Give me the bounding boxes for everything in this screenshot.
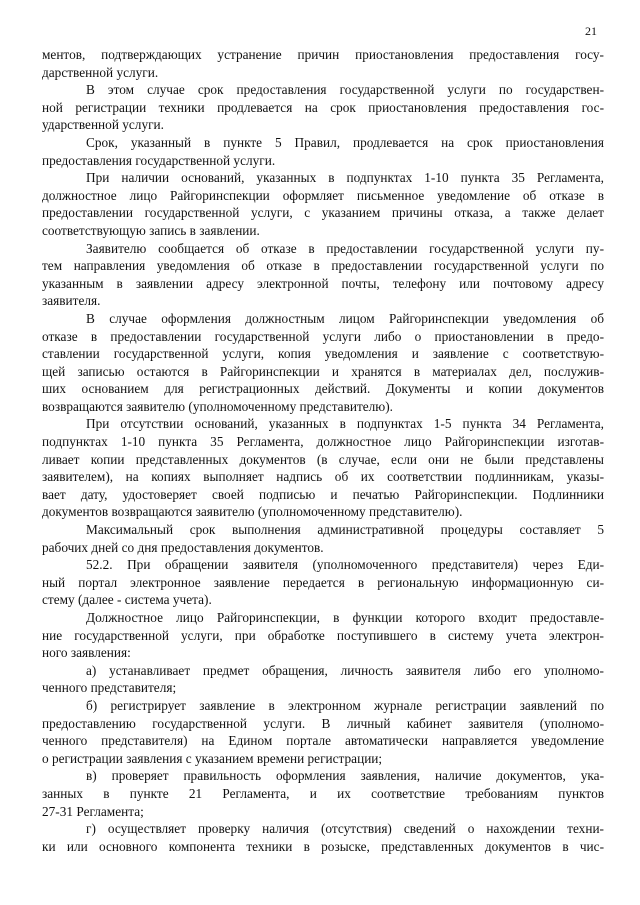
text-line: заявителем), на копиях выполняет надпись об их соответствии подлинникам, указы- (42, 469, 604, 485)
text-line: подпунктах 1-10 пункта 35 Регламента, должностное лицо Райгоринспекции изготав- (42, 434, 604, 450)
text-line: занных в пункте 21 Регламента, и их соответствие требованиям пунктов (42, 785, 604, 801)
text-line: щей записью остаются в Райгоринспекции и хранятся в материалах дел, послужив- (42, 363, 604, 379)
text-line: Максимальный срок выполнения административной процедуры составляет 5 (86, 522, 604, 538)
text-line: г) осуществляет проверку наличия (отсутствия) сведений о нахождении техни- (86, 821, 604, 837)
text-line: отказе в предоставлении государственной услуги либо о приостановлении в предо- (42, 328, 604, 344)
text-line: ченного представителя; (42, 680, 177, 696)
text-line: ливает копии представленных документов (в случае, если они не были представлены (42, 451, 604, 467)
text-line: ной регистрации техники продлевается на срок приостановления предоставления гос- (42, 99, 604, 115)
document-body (42, 46, 604, 855)
text-line: ших основанием для регистрационных действий. Документы и копии документов (42, 381, 604, 397)
text-line: Срок, указанный в пункте 5 Правил, продлевается на срок приостановления (86, 134, 604, 150)
text-line: В случае оформления должностным лицом Райгоринспекции уведомления об (86, 310, 604, 326)
text-line: указанным в заявлении адресу электронной почты, телефону или почтовому адресу (42, 275, 604, 291)
text-line: а) устанавливает предмет обращения, личность заявителя либо его уполномо- (86, 662, 604, 678)
text-line: ченного представителя) на Едином портале автоматически направляется уведомление (42, 733, 604, 749)
page-number: 21 (585, 24, 597, 38)
text-line: ного заявления: (42, 645, 131, 661)
text-line: рабочих дней со дня предоставления документов. (42, 539, 324, 555)
text-line: ный портал электронное заявление передается в региональную информационную си- (42, 574, 604, 590)
text-line: стему (далее - система учета). (42, 592, 212, 608)
text-line: ментов, подтверждающих устранение причин приостановления предоставления госу- (42, 47, 604, 62)
text-line: 27-31 Регламента; (42, 803, 144, 819)
text-line: Должностное лицо Райгоринспекции, в функции которого входит предоставле- (86, 610, 604, 625)
text-line: документов возвращаются заявителю (уполномоченному представителю). (42, 504, 463, 520)
text-line: При отсутствии оснований, указанных в подпунктах 1-5 пункта 34 Регламента, (86, 416, 604, 432)
text-line: Заявителю сообщается об отказе в предоставлении государственной услуги пу- (86, 240, 604, 256)
text-line: о регистрации заявления с указанием времени регистрации; (42, 750, 383, 766)
text-line: При наличии оснований, указанных в подпунктах 1-10 пункта 35 Регламента, (86, 170, 604, 186)
text-line: вает дату, удостоверяет своей подписью и печатью Райгоринспекции. Подлинники (42, 486, 604, 502)
text-line: б) регистрирует заявление в электронном журнале регистрации заявлений по (86, 697, 604, 713)
text-line: ки или основного компонента техники в розыске, представленных документов в чис- (42, 838, 604, 854)
text-line: тем направления уведомления об отказе в предоставлении государственной услуги по (42, 258, 604, 274)
text-line: ние государственной услуги, при обработке поступившего в систему учета электрон- (42, 627, 604, 643)
text-line: должностное лицо Райгоринспекции оформляет письменное уведомление об отказе в (42, 187, 604, 203)
text-line: предоставлению государственной услуги. В личный кабинет заявителя (уполномо- (42, 715, 604, 731)
text-line: предоставления государственной услуги. (42, 152, 276, 168)
text-line: соответствующую запись в заявлении. (42, 222, 260, 238)
text-line: возвращаются заявителю (уполномоченному представителю). (42, 398, 393, 414)
text-line: ставлении государственной услуги, копия уведомления и заявление с соответствую- (42, 346, 604, 362)
text-line: заявителя. (42, 293, 101, 309)
text-line: ударственной услуги. (42, 117, 164, 133)
text-line: предоставлении государственной услуги, с указанием причины отказа, а также делает (42, 205, 604, 221)
text-line: В этом случае срок предоставления государственной услуги по государствен- (86, 82, 604, 98)
text-line: дарственной услуги. (42, 64, 159, 80)
text-line: 52.2. При обращении заявителя (уполномоченного представителя) через Еди- (86, 557, 604, 573)
text-line: в) проверяет правильность оформления заявления, наличие документов, ука- (86, 768, 604, 784)
